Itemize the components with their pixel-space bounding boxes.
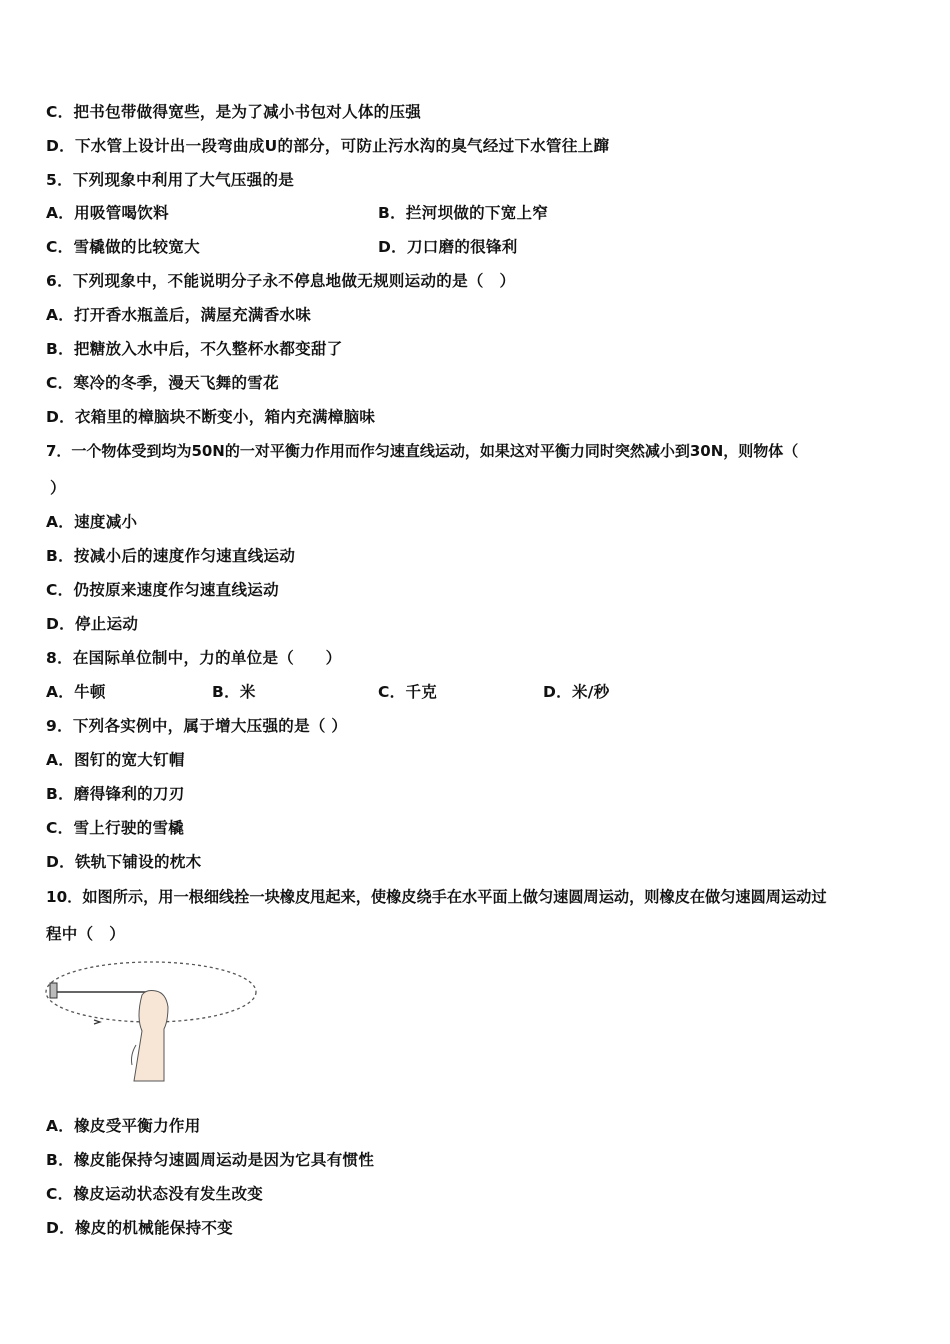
q8-option-c: C．千克 [378, 683, 438, 701]
q9-option-b: B．磨得锋利的刀刃 [46, 785, 185, 803]
q7-option-d: D．停止运动 [46, 615, 139, 633]
q6-option-a: A．打开香水瓶盖后，满屋充满香水味 [46, 306, 312, 324]
q5-option-c: C．雪橇做的比较宽大 [46, 238, 200, 256]
q9-option-d: D．铁轨下铺设的枕木 [46, 853, 202, 871]
eraser [50, 983, 57, 998]
q5-option-a: A．用吸管喝饮料 [46, 204, 169, 222]
q10-option-d: D．橡皮的机械能保持不变 [46, 1219, 233, 1237]
q8-option-a: A．牛顿 [46, 683, 106, 701]
q6-stem: 6．下列现象中，不能说明分子永不停息地做无规则运动的是（ ） [46, 272, 516, 290]
q8-option-b: B．米 [212, 683, 256, 701]
eraser-circular-motion-figure [44, 955, 264, 1090]
q5-option-d: D．刀口磨的很锋利 [378, 238, 518, 256]
q7-stem: 7．一个物体受到均为50N的一对平衡力作用而作匀速直线运动，如果这对平衡力同时突然减小到30N，则物体（ [46, 442, 799, 460]
q5-stem: 5．下列现象中利用了大气压强的是 [46, 171, 295, 189]
q7-option-c: C．仍按原来速度作匀速直线运动 [46, 581, 279, 599]
q10-option-a: A．橡皮受平衡力作用 [46, 1117, 201, 1135]
q9-option-c: C．雪上行驶的雪橇 [46, 819, 185, 837]
hand [134, 991, 168, 1082]
q10-stem: 10．如图所示，用一根细线拴一块橡皮甩起来，使橡皮绕手在水平面上做匀速圆周运动，则橡皮在做匀速圆周运动过 [46, 888, 827, 906]
direction-arrow [94, 1020, 100, 1024]
q6-option-b: B．把糖放入水中后，不久整杯水都变甜了 [46, 340, 343, 358]
q6-option-c: C．寒冷的冬季，漫天飞舞的雪花 [46, 374, 279, 392]
q4-option-d: D．下水管上设计出一段弯曲成U的部分，可防止污水沟的臭气经过下水管往上蹿 [46, 137, 610, 155]
q9-option-a: A．图钉的宽大钉帽 [46, 751, 185, 769]
q10-option-b: B．橡皮能保持匀速圆周运动是因为它具有惯性 [46, 1151, 375, 1169]
q9-stem: 9．下列各实例中，属于增大压强的是（ ） [46, 717, 348, 735]
q7-stem-cont: ） [50, 479, 66, 497]
q6-option-d: D．衣箱里的樟脑块不断变小，箱内充满樟脑味 [46, 408, 376, 426]
q8-stem: 8．在国际单位制中，力的单位是（ ） [46, 649, 342, 667]
q8-option-d: D．米/秒 [543, 683, 610, 701]
q7-option-a: A．速度减小 [46, 513, 138, 531]
q5-option-b: B．拦河坝做的下宽上窄 [378, 204, 549, 222]
q7-option-b: B．按减小后的速度作匀速直线运动 [46, 547, 296, 565]
q10-stem-cont: 程中（ ） [46, 925, 126, 943]
q4-option-c: C．把书包带做得宽些，是为了减小书包对人体的压强 [46, 103, 422, 121]
q10-option-c: C．橡皮运动状态没有发生改变 [46, 1185, 264, 1203]
